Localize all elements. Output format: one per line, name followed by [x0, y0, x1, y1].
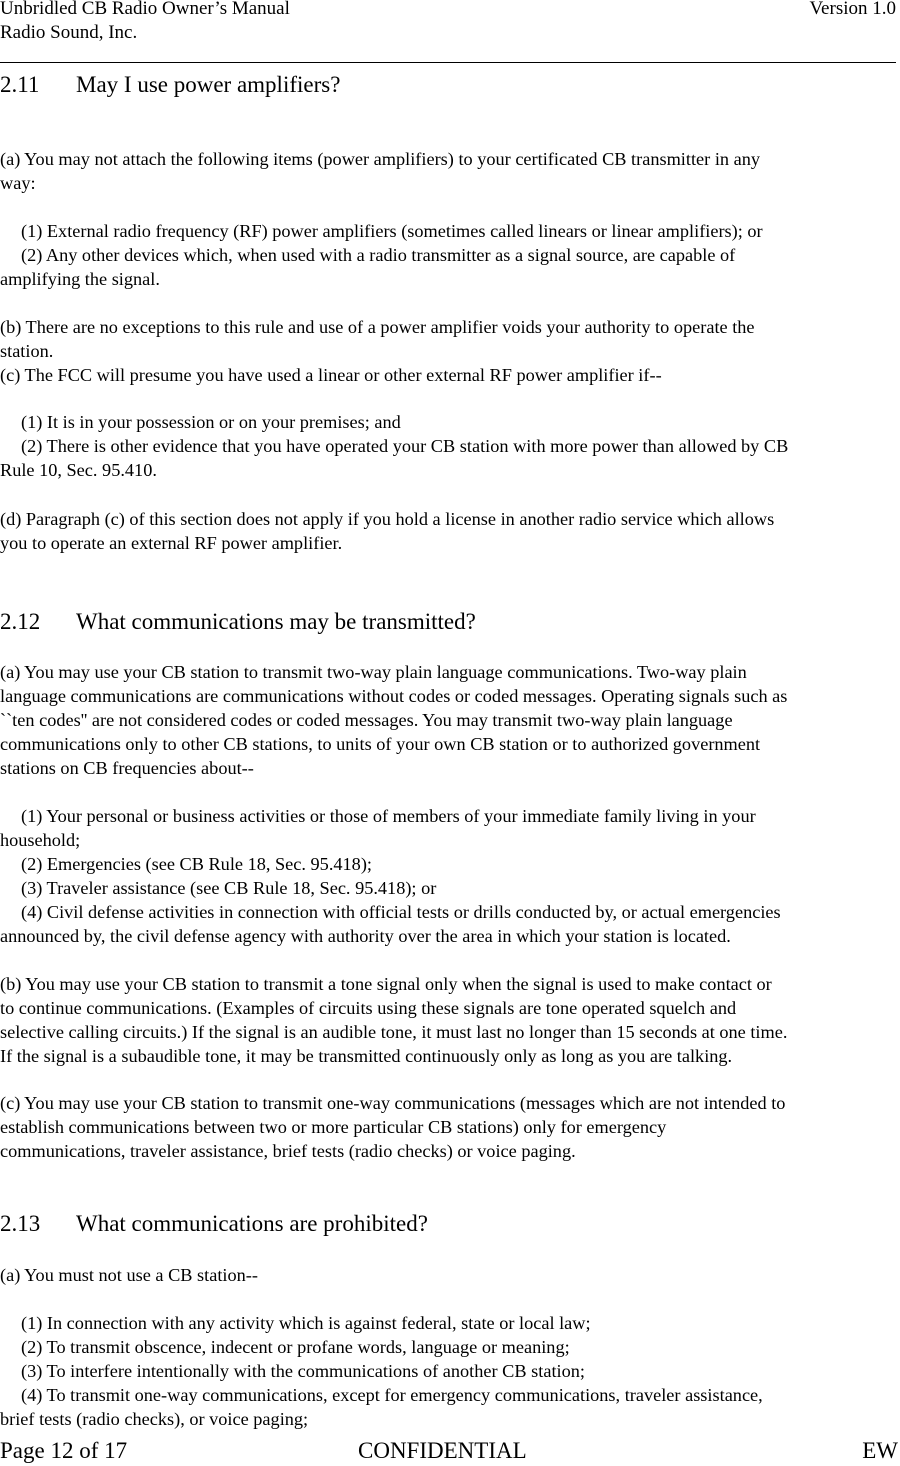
- text-line: amplifying the signal.: [0, 269, 160, 289]
- text-line: selective calling circuits.) If the signal is an audible tone, it must last no longer than 15 seconds at one time.: [0, 1022, 788, 1042]
- text-line: (4) Civil defense activities in connection with official tests or drills conducted by, or actual emergencies: [21, 902, 781, 922]
- paragraph: [0, 1091, 900, 1163]
- text-line: (a) You may not attach the following items (power amplifiers) to your certificated CB transmitter in any: [0, 149, 761, 169]
- text-line: (b) There are no exceptions to this rule and use of a power amplifier voids your authority to operate the: [0, 317, 755, 337]
- text-line: (2) There is other evidence that you have operated your CB station with more power than allowed by CB: [21, 436, 789, 456]
- text-line: (2) Any other devices which, when used with a radio transmitter as a signal source, are capable of: [21, 245, 736, 265]
- text-line: (1) In connection with any activity which is against federal, state or local law;: [21, 1313, 591, 1333]
- text-line: communications, traveler assistance, brief tests (radio checks) or voice paging.: [0, 1141, 576, 1161]
- section-title: What communications are prohibited?: [76, 1211, 428, 1236]
- text-line: (c) You may use your CB station to transmit one-way communications (messages which are not intended to: [0, 1093, 786, 1113]
- text-line: way:: [0, 173, 36, 193]
- text-line: (1) Your personal or business activities or those of members of your immediate family living in your: [21, 806, 756, 826]
- paragraph: [0, 147, 900, 195]
- text-line: language communications are communications without codes or coded messages. Operating signals such as: [0, 686, 788, 706]
- footer-page-number: Page 12 of 17: [0, 1438, 128, 1463]
- text-line: (2) To transmit obscence, indecent or profane words, language or meaning;: [21, 1337, 570, 1357]
- text-line: (3) Traveler assistance (see CB Rule 18, Sec. 95.418); or: [21, 878, 437, 898]
- section-number: 2.11: [0, 72, 40, 97]
- paragraph: [0, 660, 900, 780]
- section-number: 2.12: [0, 609, 41, 634]
- footer-initials: EW: [862, 1438, 898, 1463]
- text-line: stations on CB frequencies about--: [0, 758, 254, 778]
- paragraph: [0, 804, 900, 948]
- text-line: If the signal is a subaudible tone, it may be transmitted continuously only as long as you are talking.: [0, 1046, 733, 1066]
- paragraph: [0, 219, 900, 291]
- text-line: (2) Emergencies (see CB Rule 18, Sec. 95.418);: [21, 854, 372, 874]
- paragraph: [0, 1311, 900, 1431]
- paragraph: [0, 507, 900, 555]
- section-heading-2-13: [0, 1210, 428, 1238]
- paragraph: [0, 315, 900, 387]
- text-line: (1) External radio frequency (RF) power amplifiers (sometimes called linears or linear amplifiers); or: [21, 221, 763, 241]
- section-heading-2-12: [0, 608, 476, 636]
- header-divider: [0, 62, 896, 63]
- section-number: 2.13: [0, 1211, 41, 1236]
- text-line: you to operate an external RF power amplifier.: [0, 533, 343, 553]
- header-version: Version 1.0: [809, 0, 896, 19]
- section-title: What communications may be transmitted?: [76, 609, 476, 634]
- paragraph: [0, 410, 900, 482]
- text-line: (3) To interfere intentionally with the communications of another CB station;: [21, 1361, 585, 1381]
- text-line: ``ten codes'' are not considered codes or coded messages. You may transmit two-way plain language: [0, 710, 733, 730]
- text-line: establish communications between two or more particular CB stations) only for emergency: [0, 1117, 667, 1137]
- section-heading-2-11: [0, 71, 340, 99]
- section-title: May I use power amplifiers?: [76, 72, 341, 97]
- footer-classification: CONFIDENTIAL: [358, 1438, 527, 1463]
- header-company: Radio Sound, Inc.: [0, 22, 138, 43]
- text-line: (a) You may use your CB station to transmit two-way plain language communications. Two-way plain: [0, 662, 747, 682]
- text-line: (d) Paragraph (c) of this section does not apply if you hold a license in another radio service which allows: [0, 509, 775, 529]
- text-line: (4) To transmit one-way communications, except for emergency communications, traveler assistance,: [21, 1385, 763, 1405]
- text-line: (c) The FCC will presume you have used a linear or other external RF power amplifier if--: [0, 365, 662, 385]
- text-line: Rule 10, Sec. 95.410.: [0, 460, 157, 480]
- text-line: communications only to other CB stations, to units of your own CB station or to authorized government: [0, 734, 761, 754]
- header-title: Unbridled CB Radio Owner’s Manual: [0, 0, 290, 19]
- text-line: station.: [0, 341, 54, 361]
- text-line: (a) You must not use a CB station--: [0, 1265, 258, 1285]
- text-line: brief tests (radio checks), or voice paging;: [0, 1409, 309, 1429]
- text-line: to continue communications. (Examples of circuits using these signals are tone operated squelch and: [0, 998, 737, 1018]
- text-line: announced by, the civil defense agency with authority over the area in which your station is located.: [0, 926, 731, 946]
- paragraph: [0, 972, 900, 1068]
- paragraph: [0, 1263, 900, 1287]
- text-line: (b) You may use your CB station to transmit a tone signal only when the signal is used to make contact or: [0, 974, 772, 994]
- text-line: (1) It is in your possession or on your premises; and: [21, 412, 401, 432]
- text-line: household;: [0, 830, 81, 850]
